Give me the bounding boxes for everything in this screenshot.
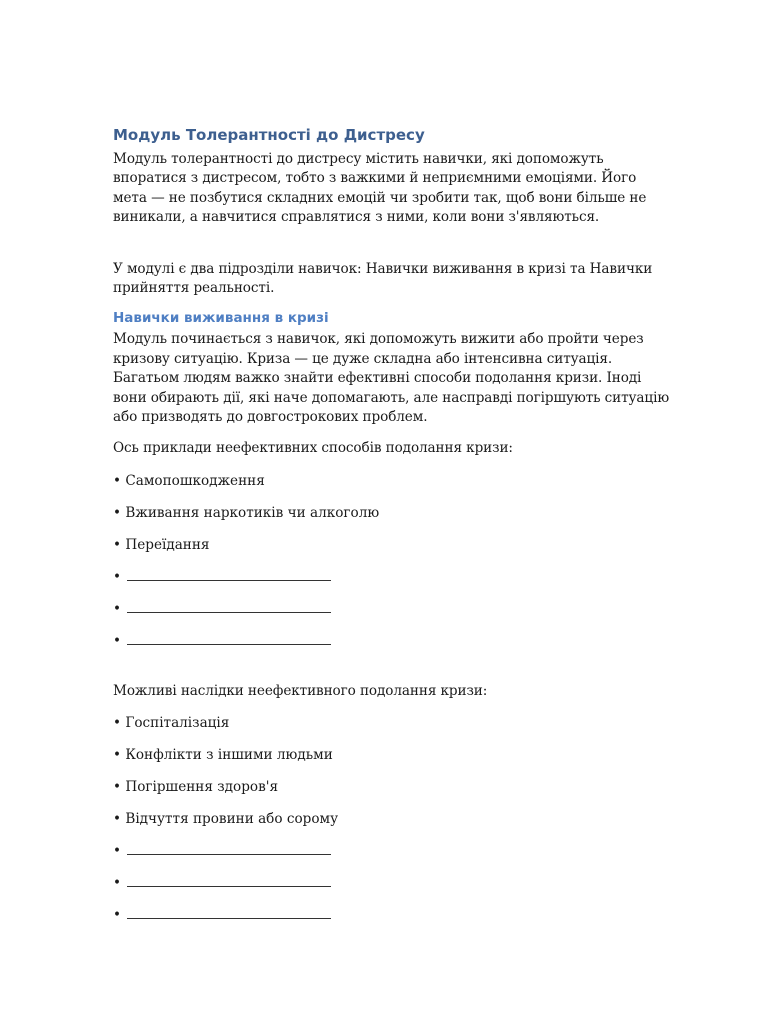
list-item: • Погіршення здоров'я — [113, 779, 279, 796]
fill-in-blank[interactable] — [127, 906, 331, 919]
section-title: Модуль Толерантності до Дистресу — [113, 126, 425, 144]
blank-list-item[interactable] — [113, 600, 673, 632]
subsections-paragraph: У модулі є два підрозділи навичок: Навички виживання в кризі та Навички прийняття реальності. — [113, 260, 653, 297]
fill-in-blank[interactable] — [127, 600, 331, 613]
document-page — [113, 124, 673, 938]
bullet: • — [113, 843, 122, 860]
examples-lead: Ось приклади неефективних способів подолання кризи: — [113, 440, 513, 457]
blank-list-item[interactable] — [113, 874, 673, 906]
bullet: • — [113, 600, 122, 617]
list-item: • Конфлікти з іншими людьми — [113, 747, 333, 764]
blank-list-item[interactable] — [113, 906, 673, 938]
fill-in-blank[interactable] — [127, 874, 331, 887]
consequences-lead: Можливі наслідки неефективного подолання кризи: — [113, 682, 488, 699]
list-item: • Вживання наркотиків чи алкоголю — [113, 504, 380, 521]
intro-paragraph: Модуль толерантності до дистресу містить навички, які допоможуть впоратися з дистресом, тобто з важкими й неприємними емоціями. Його мета — не позбутися складних емоцій чи зробити так, щоб вони більше не виникали, а навчитися справлятися з ними, коли вони з'являються. — [113, 151, 647, 226]
bullet: • — [113, 632, 122, 649]
list-item: • Госпіталізація — [113, 715, 230, 732]
blank-list-item[interactable] — [113, 568, 673, 600]
list-item: • Переїдання — [113, 536, 210, 553]
fill-in-blank[interactable] — [127, 842, 331, 855]
fill-in-blank[interactable] — [127, 568, 331, 581]
fill-in-blank[interactable] — [127, 632, 331, 645]
list-item: • Самопошкодження — [113, 472, 265, 489]
blank-list-item[interactable] — [113, 842, 673, 874]
list-item: • Відчуття провини або сорому — [113, 811, 339, 828]
crisis-skills-heading: Навички виживання в кризі — [113, 310, 329, 327]
bullet: • — [113, 568, 122, 585]
bullet: • — [113, 907, 122, 924]
blank-list-item[interactable] — [113, 632, 673, 664]
crisis-paragraph: Модуль починається з навичок, які допоможуть вижити або пройти через кризову ситуацію. Криза — це дуже складна або інтенсивна ситуація. Багатьом людям важко знайти ефективні способи подолання кризи. Іноді вони обирають дії, які наче допомагають, але насправді погіршують ситуацію або призводять до довгострокових проблем. — [113, 331, 670, 426]
bullet: • — [113, 875, 122, 892]
